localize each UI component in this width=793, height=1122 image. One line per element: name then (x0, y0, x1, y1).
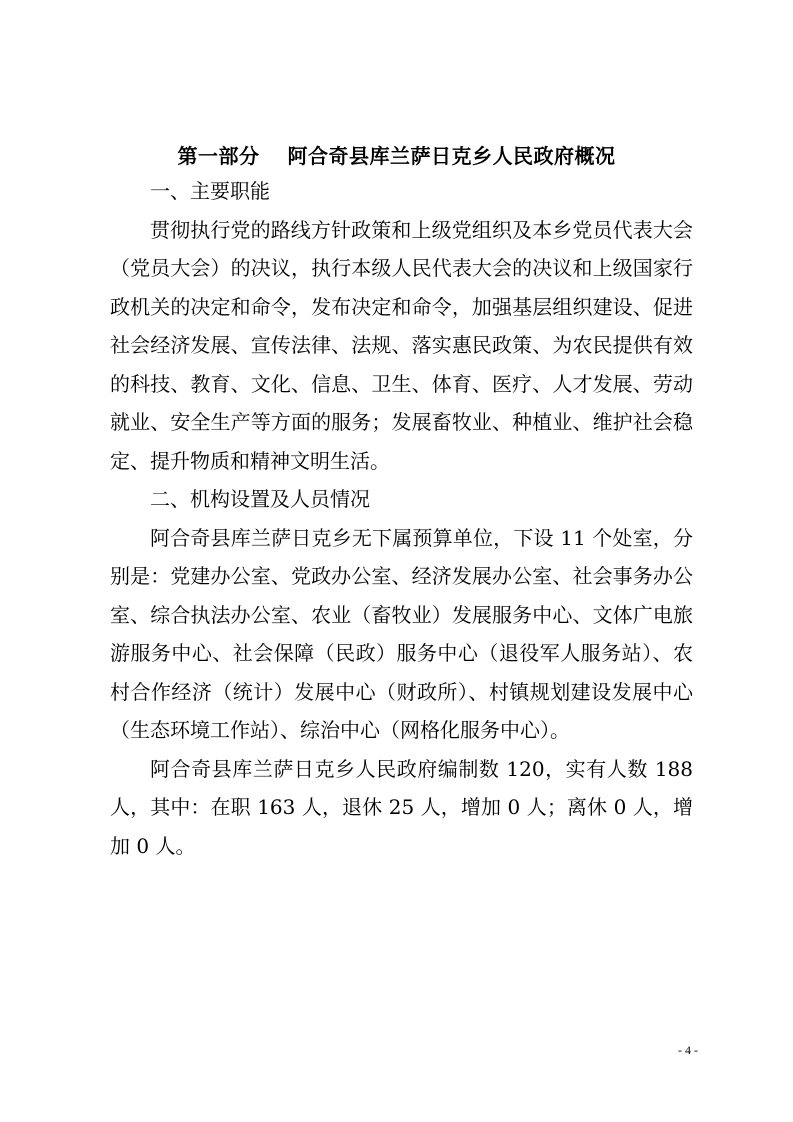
page-title: 第一部分 阿合奇县库兰萨日克乡人民政府概况 (177, 144, 616, 168)
page-number: - 4 - (678, 1043, 698, 1057)
section-heading-functions: 一、主要职能 (150, 179, 270, 203)
section-heading-organization: 二、机构设置及人员情况 (150, 487, 370, 511)
functions-paragraph: 贯彻执行党的路线方针政策和上级党组织及本乡党员代表大会（党员大会）的决议，执行本级人民代表大会的决议和上级国家行政机关的决定和命令，发布决定和命令，加强基层组织建设、促进社会经济发展、宣传法律、法规、落实惠民政策、为农民提供有效的科技、教育、文化、信息、卫生、体育、医疗、人才发展、劳动就业、安全生产等方面的服务；发展畜牧业、种植业、维护社会稳定、提升物质和精神文明生活。 (110, 217, 693, 473)
organization-paragraph: 阿合奇县库兰萨日克乡无下属预算单位，下设 11 个处室，分别是：党建办公室、党政办公室、经济发展办公室、社会事务办公室、综合执法办公室、农业（畜牧业）发展服务中心、文体广电旅游服务中心、社会保障（民政）服务中心（退役军人服务站）、农村合作经济（统计）发展中心（财政所）、村镇规划建设发展中心（生态环境工作站）、综治中心（网格化服务中心）。 (110, 525, 693, 742)
document-body (110, 172, 693, 865)
staffing-paragraph: 阿合奇县库兰萨日克乡人民政府编制数 120，实有人数 188 人，其中：在职 163 人，退休 25 人，增加 0 人；离休 0 人，增加 0 人。 (110, 756, 693, 858)
